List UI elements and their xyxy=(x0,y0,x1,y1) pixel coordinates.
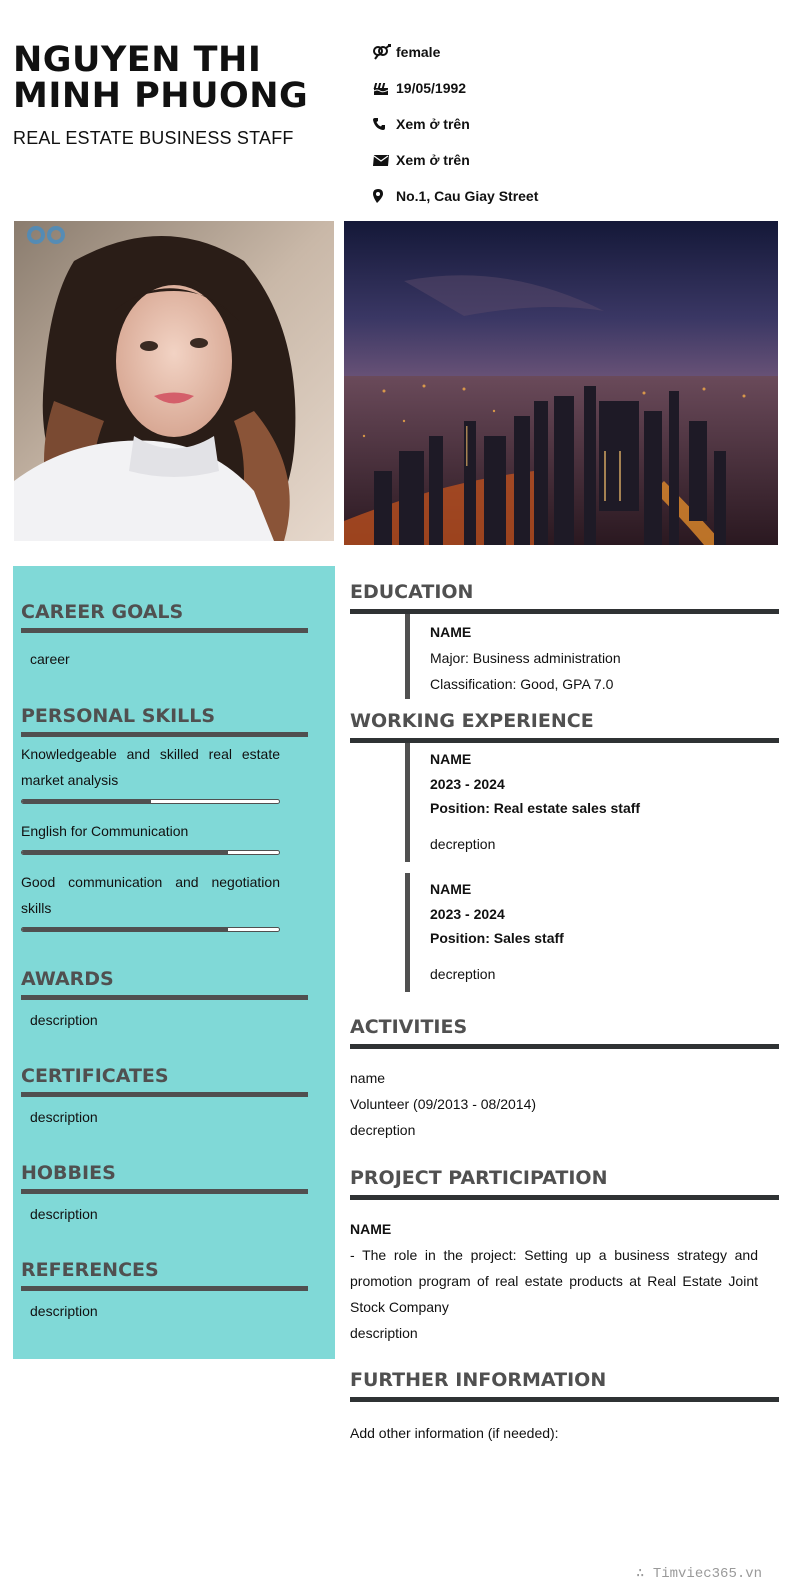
section-divider xyxy=(21,1286,308,1291)
phone-icon xyxy=(372,115,396,133)
projects-section xyxy=(350,1166,779,1346)
certificates-text: description xyxy=(30,1109,98,1125)
email-value: Xem ở trên xyxy=(396,152,470,168)
certificates-title: CERTIFICATES xyxy=(21,1065,169,1087)
skill-item xyxy=(21,741,280,804)
contact-birthday xyxy=(372,70,538,106)
education-classification: Classification: Good, GPA 7.0 xyxy=(430,675,614,692)
skill-item xyxy=(21,818,280,855)
experience-item xyxy=(405,873,779,992)
watermark: ∴ Timviec365.vn xyxy=(636,1566,763,1582)
skill-progress-bar xyxy=(21,799,280,804)
header xyxy=(13,42,343,149)
education-section xyxy=(350,580,779,699)
skill-label: English for Communication xyxy=(21,823,189,839)
hobbies-section xyxy=(21,1161,308,1222)
further-info-title: FURTHER INFORMATION xyxy=(350,1369,607,1391)
skill-progress-bar xyxy=(21,850,280,855)
awards-text: description xyxy=(30,1012,98,1028)
section-divider xyxy=(21,1189,308,1194)
experience-title: WORKING EXPERIENCE xyxy=(350,710,594,732)
experience-name: NAME xyxy=(430,751,472,767)
name-line-2: MINH PHUONG xyxy=(13,76,309,116)
skill-progress-fill xyxy=(22,928,228,931)
name-line-1: NGUYEN THI xyxy=(13,40,262,80)
phone-value: Xem ở trên xyxy=(396,116,470,132)
hobbies-title: HOBBIES xyxy=(21,1162,116,1184)
experience-position: Position: Real estate sales staff xyxy=(430,800,641,816)
experience-name: NAME xyxy=(430,881,472,897)
section-divider xyxy=(350,1397,779,1402)
project-item xyxy=(350,1216,758,1346)
experience-period: 2023 - 2024 xyxy=(430,775,505,792)
education-name: NAME xyxy=(430,624,472,640)
skill-progress-fill xyxy=(22,800,151,803)
activities-title: ACTIVITIES xyxy=(350,1016,468,1038)
career-goals-text: career xyxy=(30,651,70,667)
address-value: No.1, Cau Giay Street xyxy=(396,188,539,204)
gender-value: female xyxy=(396,44,441,60)
contact-phone xyxy=(372,106,538,142)
experience-section xyxy=(350,709,779,992)
experience-description: decreption xyxy=(430,835,496,852)
further-info-section xyxy=(350,1368,779,1446)
section-divider xyxy=(350,1195,779,1200)
references-title: REFERENCES xyxy=(21,1259,159,1281)
experience-position: Position: Sales staff xyxy=(430,930,564,946)
activities-section xyxy=(350,1015,779,1143)
activity-description: decreption xyxy=(350,1122,416,1138)
activity-role: Volunteer (09/2013 - 08/2014) xyxy=(350,1096,537,1112)
awards-section xyxy=(21,967,308,1028)
map-marker-icon xyxy=(372,187,396,205)
experience-description: decreption xyxy=(430,965,496,982)
gender-icon xyxy=(372,43,396,61)
hobbies-text: description xyxy=(30,1206,98,1222)
skills-list xyxy=(21,741,308,932)
education-title: EDUCATION xyxy=(350,581,474,603)
contact-address xyxy=(372,178,538,214)
career-goals-section xyxy=(21,600,308,667)
section-divider xyxy=(21,995,308,1000)
birthday-cake-icon xyxy=(372,79,396,97)
contact-gender xyxy=(372,34,538,70)
birthday-value: 19/05/1992 xyxy=(396,80,467,96)
skill-label: Knowledgeable and skilled real estate market analysis xyxy=(21,746,280,788)
certificates-section xyxy=(21,1064,308,1125)
experience-period: 2023 - 2024 xyxy=(430,905,505,922)
personal-skills-title: PERSONAL SKILLS xyxy=(21,705,216,727)
activity-item xyxy=(350,1065,779,1143)
contact-email xyxy=(372,142,538,178)
sidebar xyxy=(13,566,335,1359)
skill-progress-fill xyxy=(22,851,228,854)
activity-name: name xyxy=(350,1070,386,1086)
section-divider xyxy=(350,1044,779,1049)
personal-skills-section xyxy=(21,704,308,946)
envelope-icon xyxy=(372,151,396,169)
projects-title: PROJECT PARTICIPATION xyxy=(350,1167,608,1189)
section-divider xyxy=(21,732,308,737)
further-info-text: Add other information (if needed): xyxy=(350,1425,559,1441)
education-item xyxy=(405,614,779,699)
section-divider xyxy=(21,1092,308,1097)
awards-title: AWARDS xyxy=(21,968,114,990)
references-section xyxy=(21,1258,308,1319)
skill-label: Good communication and negotiation skills xyxy=(21,874,280,916)
references-text: description xyxy=(30,1303,98,1319)
portrait-photo xyxy=(14,221,334,541)
project-description: description xyxy=(350,1325,418,1341)
project-role: - The role in the project: Setting up a business strategy and promotion program of real estate products at Real Estate Joint Stock Company xyxy=(350,1247,758,1315)
skill-item xyxy=(21,869,280,932)
experience-item xyxy=(405,743,779,862)
education-major: Major: Business administration xyxy=(430,649,621,666)
full-name xyxy=(13,42,343,114)
project-name: NAME xyxy=(350,1221,392,1237)
job-title: REAL ESTATE BUSINESS STAFF xyxy=(13,128,294,148)
city-skyline-photo xyxy=(344,221,778,545)
skill-progress-bar xyxy=(21,927,280,932)
section-divider xyxy=(21,628,308,633)
career-goals-title: CAREER GOALS xyxy=(21,601,184,623)
contact-list xyxy=(372,34,538,214)
